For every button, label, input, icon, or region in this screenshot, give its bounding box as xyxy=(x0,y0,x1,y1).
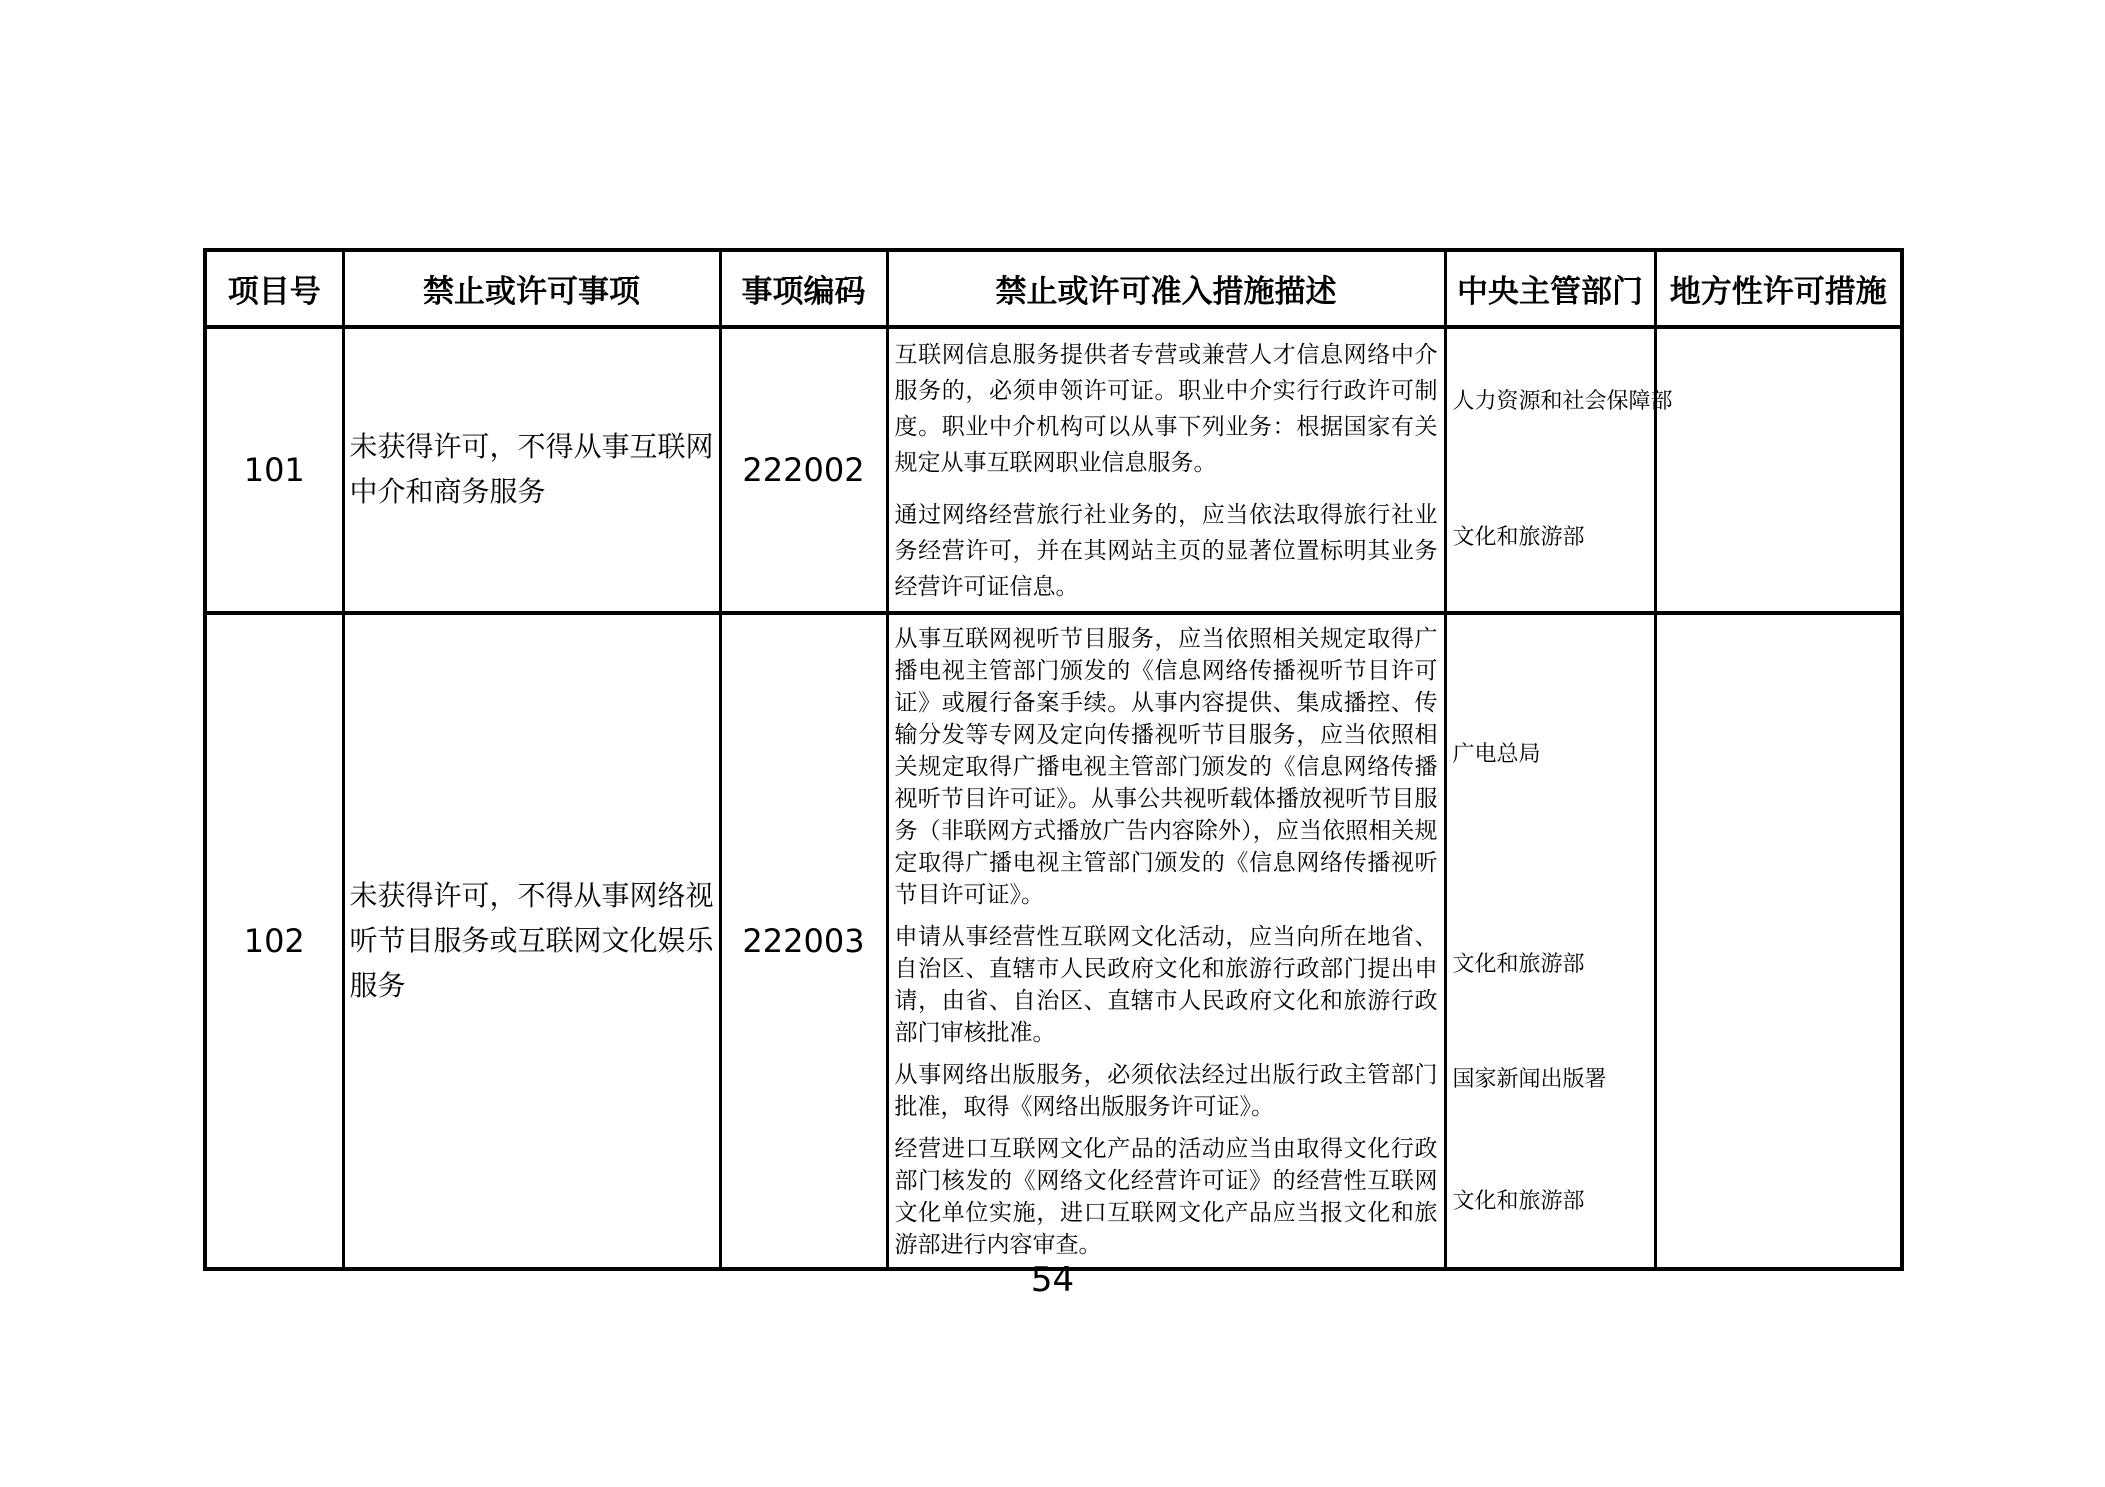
item-no-cell: 101 xyxy=(205,327,343,613)
measure-paragraph: 通过网络经营旅行社业务的，应当依法取得旅行社业务经营许可，并在其网站主页的显著位置标明其业务经营许可证信息。 xyxy=(894,502,1438,599)
measure-paragraph: 互联网信息服务提供者专营或兼营人才信息网络中介服务的，必须申领许可证。职业中介实行行政许可制度。职业中介机构可以从事下列业务：根据国家有关规定从事互联网职业信息服务。 xyxy=(894,342,1438,475)
department-label: 文化和旅游部 xyxy=(1452,524,1585,549)
table-header-row xyxy=(205,250,1902,327)
department-label: 人力资源和社会保障部 xyxy=(1452,388,1673,413)
department-label: 广电总局 xyxy=(1452,741,1541,766)
matter-cell: 未获得许可，不得从事互联网中介和商务服务 xyxy=(343,327,720,613)
header-department: 中央主管部门 xyxy=(1445,250,1655,327)
departments-wrap xyxy=(1447,615,1654,1257)
measures-cell xyxy=(887,613,1445,1269)
table-row-102 xyxy=(205,613,1902,1269)
header-matter: 禁止或许可事项 xyxy=(343,250,720,327)
measures-cell xyxy=(887,327,1445,613)
departments-cell xyxy=(1445,327,1673,613)
measures-table xyxy=(203,248,1904,1271)
department-label: 文化和旅游部 xyxy=(1452,1188,1585,1213)
table-row-101 xyxy=(205,327,1902,613)
header-measures: 禁止或许可准入措施描述 xyxy=(887,250,1445,327)
header-code: 事项编码 xyxy=(720,250,887,327)
matter-cell: 未获得许可，不得从事网络视听节目服务或互联网文化娱乐服务 xyxy=(343,613,720,1269)
header-item-no: 项目号 xyxy=(205,250,343,327)
page-number: 54 xyxy=(1030,1260,1075,1300)
header-local-measures: 地方性许可措施 xyxy=(1655,250,1902,327)
measure-paragraph: 申请从事经营性互联网文化活动，应当向所在地省、自治区、直辖市人民政府文化和旅游行政部门提出申请，由省、自治区、直辖市人民政府文化和旅游行政部门审核批准。 xyxy=(894,924,1438,1045)
departments-wrap xyxy=(1447,329,1673,594)
item-no-cell: 102 xyxy=(205,613,343,1269)
measure-paragraph: 从事网络出版服务，必须依法经过出版行政主管部门批准，取得《网络出版服务许可证》。 xyxy=(894,1062,1438,1119)
measure-paragraph: 经营进口互联网文化产品的活动应当由取得文化行政部门核发的《网络文化经营许可证》的经营性互联网文化单位实施，进口互联网文化产品应当报文化和旅游部进行内容审查。 xyxy=(894,1136,1438,1257)
code-cell: 222003 xyxy=(720,613,887,1269)
code-cell: 222002 xyxy=(720,327,887,613)
measure-paragraph: 从事互联网视听节目服务，应当依照相关规定取得广播电视主管部门颁发的《信息网络传播视听节目许可证》或履行备案手续。从事内容提供、集成播控、传输分发等专网及定向传播视听节目服务，应当依照相关规定取得广播电视主管部门颁发的《信息网络传播视听节目许可证》。从事公共视听载体播放视听节目服务（非联网方式播放广告内容除外），应当依照相关规定取得广播电视主管部门颁发的《信息网络传播视听节目许可证》。 xyxy=(894,626,1438,907)
local-measures-cell xyxy=(1655,327,1902,613)
departments-cell xyxy=(1445,613,1655,1269)
department-label: 文化和旅游部 xyxy=(1452,951,1585,976)
local-measures-cell xyxy=(1655,613,1902,1269)
department-label: 国家新闻出版署 xyxy=(1452,1066,1607,1091)
